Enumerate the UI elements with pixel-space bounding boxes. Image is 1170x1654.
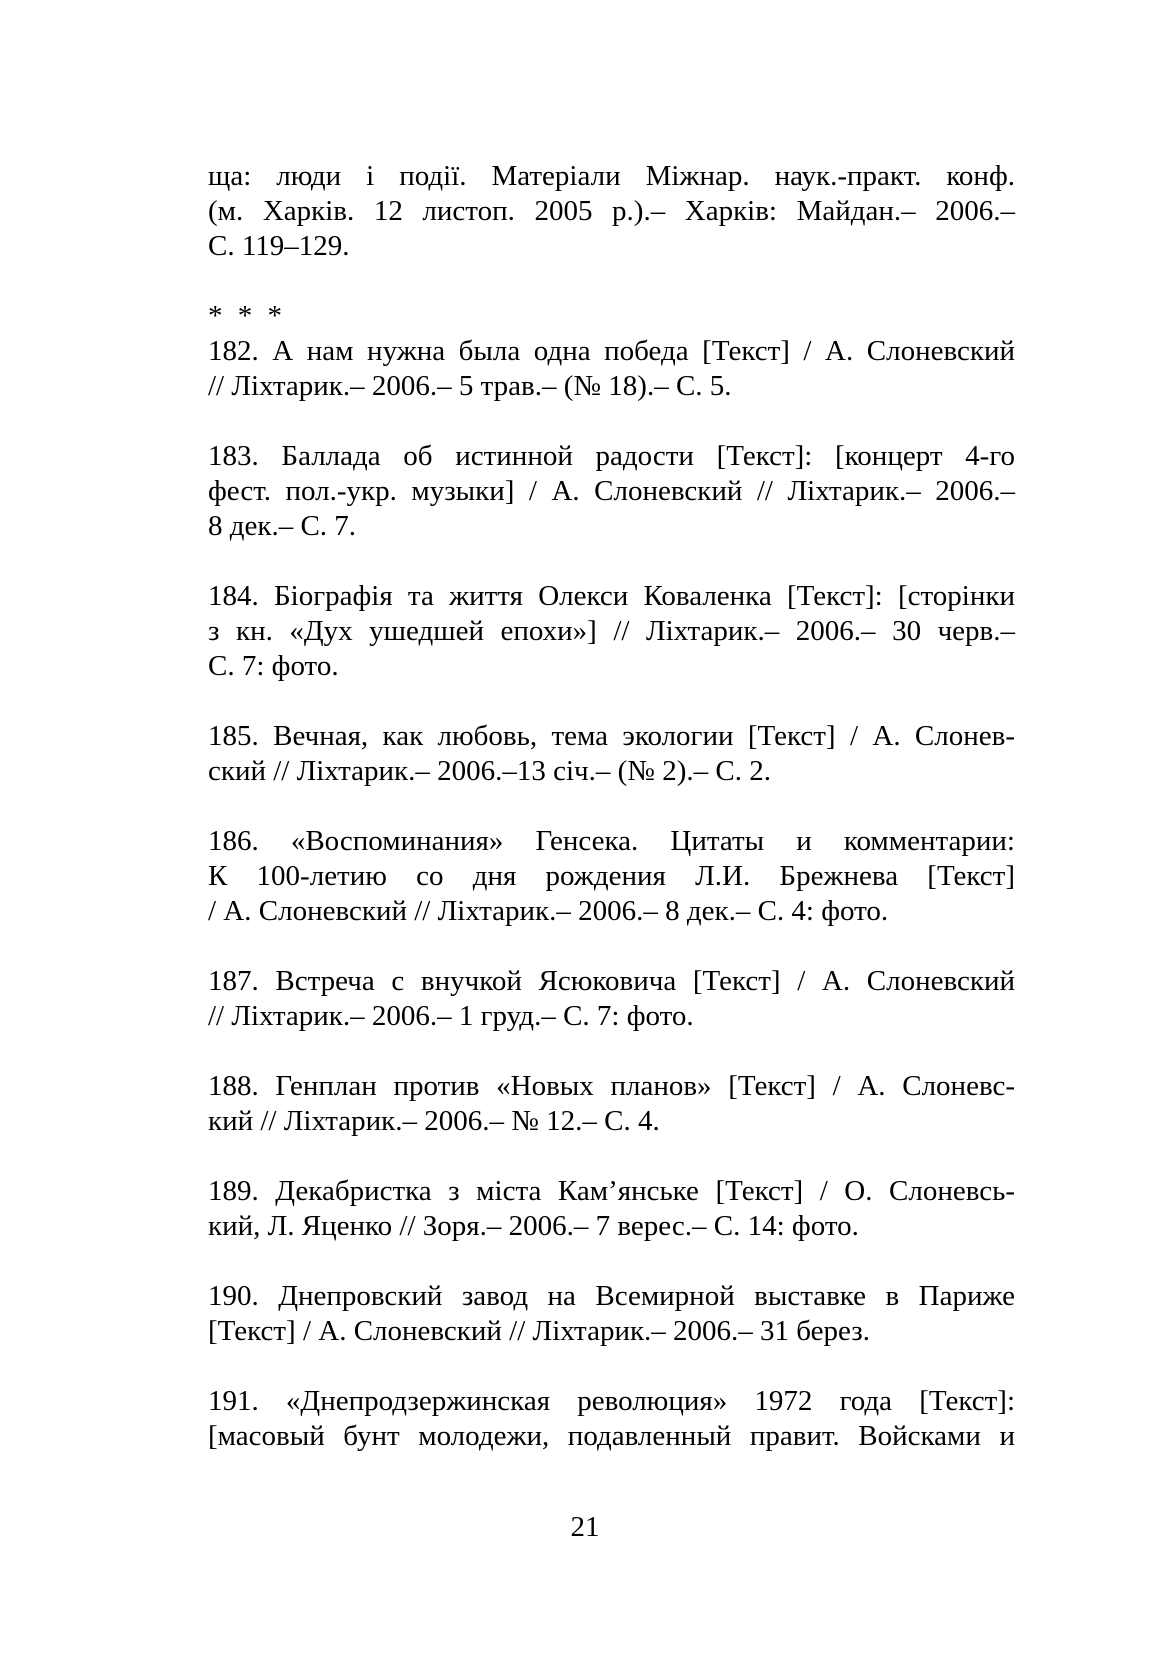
text-line: 8 дек.– С. 7. <box>208 510 357 542</box>
text-line: (м. Харків. 12 листоп. 2005 р.).– Харків: Майдан.– 2006.– <box>208 195 1015 227</box>
page-content <box>208 159 1015 1454</box>
page-number: 21 <box>570 1511 600 1543</box>
bibliography-entry-185 <box>208 719 1015 789</box>
bibliography-entry-183 <box>208 439 1015 544</box>
spacer <box>208 684 1015 719</box>
text-line: 183. Баллада об истинной радости [Текст]: [концерт 4-го <box>208 440 1015 472</box>
bibliography-entry-191 <box>208 1384 1015 1454</box>
spacer <box>208 264 1015 299</box>
text-line: // Ліхтарик.– 2006.– 5 трав.– (№ 18).– С. 5. <box>208 370 732 402</box>
bibliography-entry-184 <box>208 579 1015 684</box>
section-separator: * * * <box>208 300 286 332</box>
text-line: [Текст] / А. Слоневский // Ліхтарик.– 2006.– 31 берез. <box>208 1315 870 1347</box>
text-line: кий // Ліхтарик.– 2006.– № 12.– С. 4. <box>208 1105 660 1137</box>
spacer <box>208 404 1015 439</box>
text-line: С. 119–129. <box>208 230 350 262</box>
spacer <box>208 1349 1015 1384</box>
text-line: [масовый бунт молодежи, подавленный правит. Войсками и <box>208 1420 1015 1452</box>
text-line: // Ліхтарик.– 2006.– 1 груд.– С. 7: фото. <box>208 1000 694 1032</box>
spacer <box>208 1034 1015 1069</box>
text-line: 191. «Днепродзержинская революция» 1972 года [Текст]: <box>208 1385 1015 1417</box>
spacer <box>208 789 1015 824</box>
spacer <box>208 929 1015 964</box>
text-line: 182. А нам нужна была одна победа [Текст] / А. Слоневский <box>208 335 1015 367</box>
text-line: 188. Генплан против «Новых планов» [Текст] / А. Слоневс- <box>208 1070 1015 1102</box>
bibliography-entry-186 <box>208 824 1015 929</box>
text-line: фест. пол.-укр. музыки] / А. Слоневский // Ліхтарик.– 2006.– <box>208 475 1015 507</box>
text-line: 184. Біографія та життя Олекси Коваленка [Текст]: [сторінки <box>208 580 1015 612</box>
bibliography-entry-188 <box>208 1069 1015 1139</box>
text-line: ща: люди і події. Матеріали Міжнар. наук.-практ. конф. <box>208 160 1015 192</box>
text-line: 189. Декабристка з міста Кам’янське [Текст] / О. Слоневсь- <box>208 1175 1015 1207</box>
bibliography-entry-190 <box>208 1279 1015 1349</box>
bibliography-entry-189 <box>208 1174 1015 1244</box>
continued-entry <box>208 159 1015 264</box>
bibliography-entry-182 <box>208 334 1015 404</box>
text-line: / А. Слоневский // Ліхтарик.– 2006.– 8 дек.– С. 4: фото. <box>208 895 889 927</box>
text-line: 186. «Воспоминания» Генсека. Цитаты и комментарии: <box>208 825 1015 857</box>
spacer <box>208 1244 1015 1279</box>
bibliography-entry-187 <box>208 964 1015 1034</box>
text-line: 190. Днепровский завод на Всемирной выставке в Париже <box>208 1280 1015 1312</box>
text-line: С. 7: фото. <box>208 650 339 682</box>
text-line: ский // Ліхтарик.– 2006.–13 січ.– (№ 2).– С. 2. <box>208 755 771 787</box>
spacer <box>208 544 1015 579</box>
text-line: кий, Л. Яценко // Зоря.– 2006.– 7 верес.– С. 14: фото. <box>208 1210 859 1242</box>
text-line: з кн. «Дух ушедшей епохи»] // Ліхтарик.– 2006.– 30 черв.– <box>208 615 1015 647</box>
text-line: 185. Вечная, как любовь, тема экологии [Текст] / А. Слонев- <box>208 720 1015 752</box>
text-line: К 100-летию со дня рождения Л.И. Брежнева [Текст] <box>208 860 1015 892</box>
text-line: 187. Встреча с внучкой Ясюковича [Текст] / А. Слоневский <box>208 965 1015 997</box>
spacer <box>208 1139 1015 1174</box>
